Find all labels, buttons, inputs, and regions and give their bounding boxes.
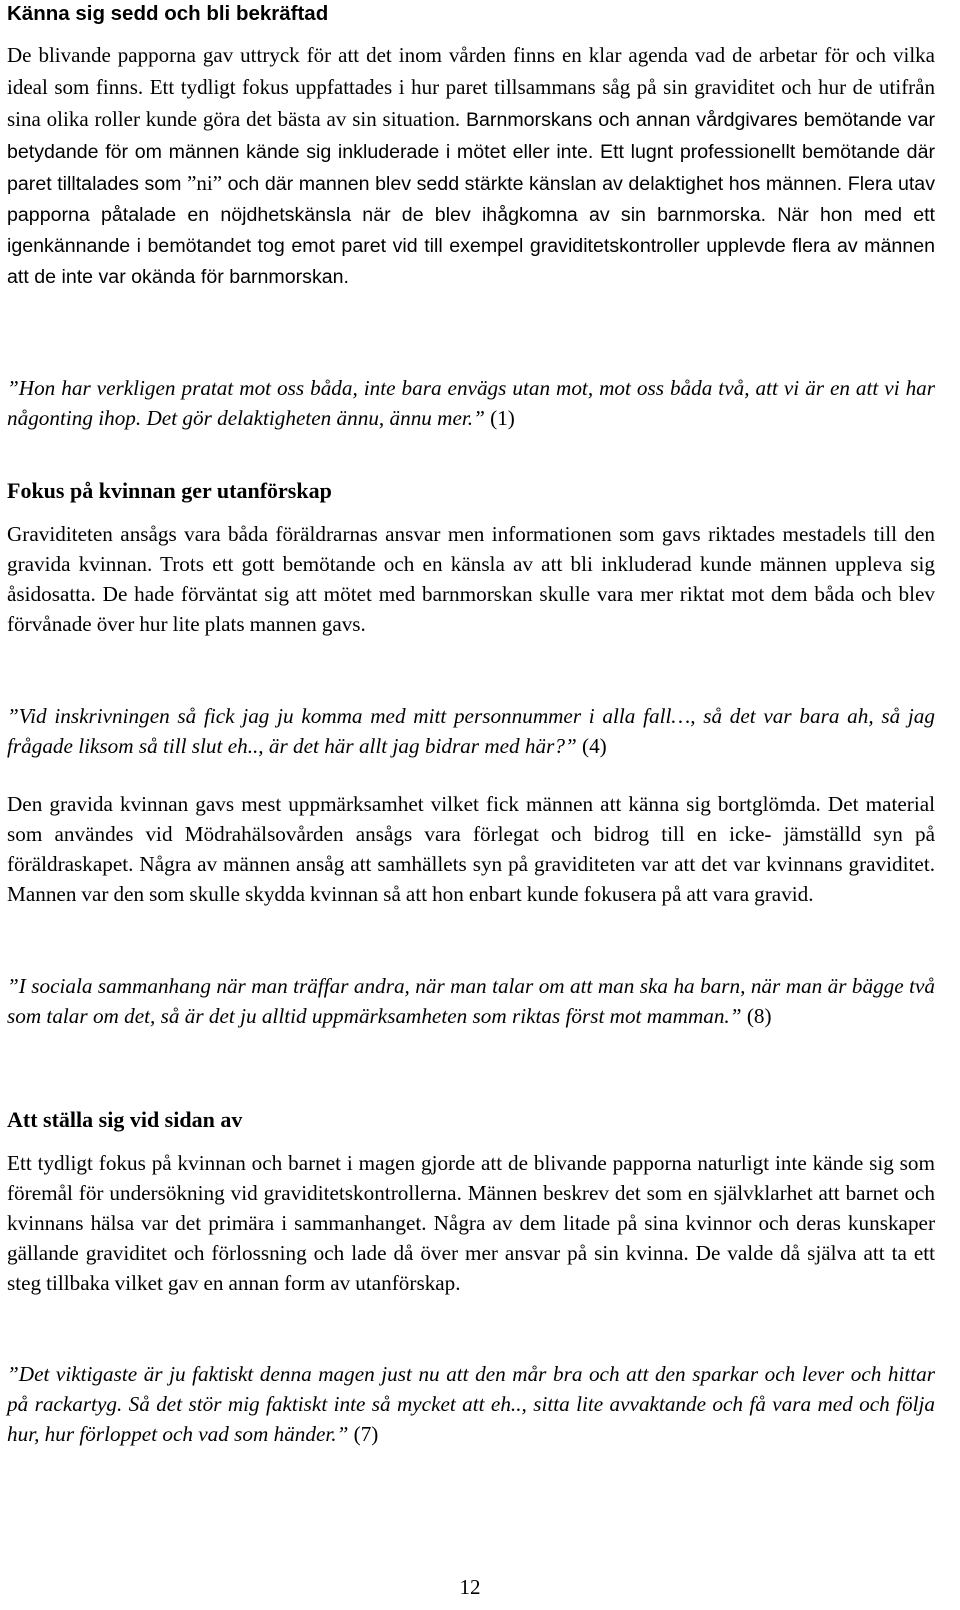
section3-quote xyxy=(7,1359,935,1449)
section2-paragraph-1: Graviditeten ansågs vara båda föräldrarnas ansvar men informationen som gavs riktades mestadels till den gravida kvinnan. Trots ett gott bemötande och en känsla av att bli inkluderad kunde männen uppleva sig åsidosatta. De hade förväntat sig att mötet med barnmorskan skulle vara mer riktat mot dem båda och blev förvånade över hur lite plats mannen gavs. xyxy=(7,522,935,636)
section1-paragraph xyxy=(7,40,935,294)
section-heading-att-stalla-sig: Att ställa sig vid sidan av xyxy=(7,1107,243,1132)
section3-paragraph: Ett tydligt fokus på kvinnan och barnet i magen gjorde att de blivande papporna naturligt inte kände sig som föremål för undersökning vid graviditetskontrollerna. Männen beskrev det som en självklarhet att barnet och kvinnans hälsa var det primära i sammanhanget. Några av dem litade på sina kvinnor och deras kunskaper gällande graviditet och förlossning och lade då över mer ansvar på sin kvinna. De valde då själva att ta ett steg tillbaka vilket gav en annan form av utanförskap. xyxy=(7,1151,935,1295)
section2-paragraph-2: Den gravida kvinnan gavs mest uppmärksamhet vilket fick männen att känna sig bortglömda. Det material som användes vid Mödrahälsovården ansågs vara förlegat och bidrog till en icke- jämställd syn på föräldraskapet. Några av männen ansåg att samhällets syn på graviditeten var att det var kvinnans graviditet. Mannen var den som skulle skydda kvinnan så att hon enbart kunde fokusera på att vara gravid. xyxy=(7,792,935,906)
section-heading-fokus-pa-kvinnan: Fokus på kvinnan ger utanförskap xyxy=(7,478,332,503)
section3-quote-text: ”Det viktigaste är ju faktiskt denna magen just nu att den mår bra och att den sparkar och lever och hittar på rackartyg. Så det stör mig faktiskt inte så mycket att eh.., sitta lite avvaktande och få vara med och följa hur, hur förloppet och vad som händer.” xyxy=(7,1362,935,1446)
section1-paragraph-run1: De blivande papporna gav uttryck för att det inom vården finns en klar agenda vad de arbetar för och vilka ideal som finns. Ett tydligt fokus uppfattades i hur paret tillsammans såg på sin graviditet och hur de utifrån sina olika roller kunde göra det bästa av sin situation. xyxy=(7,43,935,132)
section2-quote-2 xyxy=(7,971,935,1031)
section1-paragraph-run3: ”ni” xyxy=(187,170,223,195)
page-number: 12 xyxy=(459,1575,481,1599)
section2-quote-2-text: ”I sociala sammanhang när man träffar andra, när man talar om att man ska ha barn, när man är bägge två som talar om det, så är det ju alltid uppmärksamheten som riktas först mot mamman.” xyxy=(7,974,935,1028)
section1-quote xyxy=(7,373,935,433)
section2-quote-1-ref: (4) xyxy=(576,734,607,758)
section1-paragraph-run4: och där mannen blev sedd stärkte känslan av delaktighet hos männen. Flera utav papporna påtalade en nöjdhetskänsla när de blev ihågkomna av sin barnmorska. När hon med ett igenkännande i bemötandet tog emot paret vid till exempel graviditetskontroller upplevde flera av männen att de inte var okända för barnmorskan. xyxy=(7,172,935,289)
section1-paragraph-run2: Barnmorskans och annan vårdgivares bemötande var betydande för om männen kände sig inkluderade i mötet eller inte. Ett lugnt professionellt bemötande där paret tilltalades som xyxy=(7,109,936,195)
section2-quote-2-ref: (8) xyxy=(741,1004,772,1028)
section1-quote-ref: (1) xyxy=(484,406,515,430)
section2-quote-1-text: ”Vid inskrivningen så fick jag ju komma med mitt personnummer i alla fall…, så det var bara ah, så jag frågade liksom så till slut eh.., är det här allt jag bidrar med här?” xyxy=(7,704,935,758)
section3-quote-ref: (7) xyxy=(348,1422,379,1446)
section1-quote-text: ”Hon har verkligen pratat mot oss båda, inte bara envägs utan mot, mot oss båda två, att vi är en att vi har någonting ihop. Det gör delaktigheten ännu, ännu mer.” xyxy=(7,376,935,430)
section-heading-kanna-sig-sedd: Känna sig sedd och bli bekräftad xyxy=(7,2,329,25)
document-page xyxy=(7,0,935,1610)
section2-quote-1 xyxy=(7,701,935,761)
